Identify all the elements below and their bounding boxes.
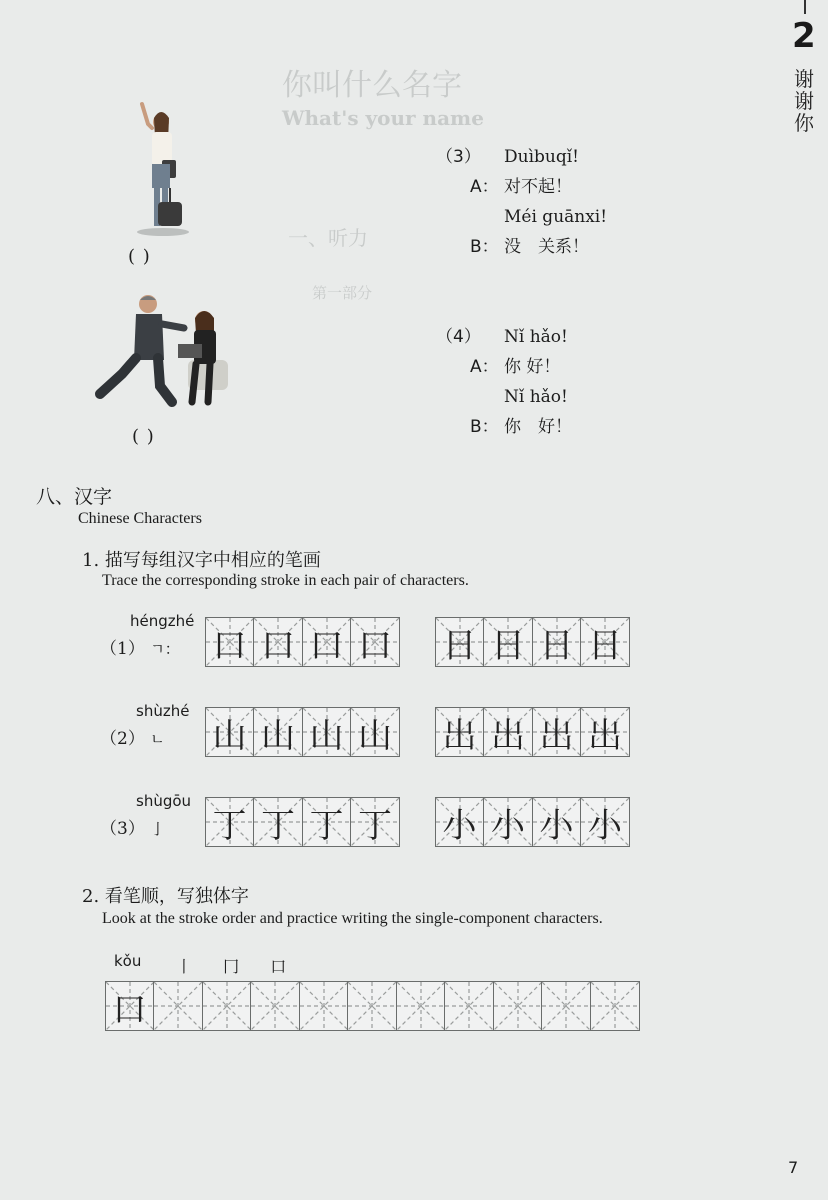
- trace-character: 日: [442, 625, 477, 666]
- dialogue-text: 没 关系！: [504, 237, 589, 257]
- trace-group: [206, 797, 400, 847]
- trace-character: 丁: [212, 805, 247, 846]
- task1-title-en: Trace the corresponding stroke in each pair of characters.: [102, 572, 469, 589]
- trace-cell[interactable]: [435, 797, 485, 847]
- section-title-en: Chinese Characters: [78, 510, 202, 527]
- waving-woman-image: [128, 98, 198, 238]
- trace-character: 丁: [358, 805, 392, 846]
- cell-guide-lines: [203, 982, 251, 1030]
- page-number: 7: [788, 1158, 799, 1177]
- trace-cell[interactable]: [350, 707, 400, 757]
- trace-cell[interactable]: [302, 707, 352, 757]
- practice-cell[interactable]: [153, 981, 203, 1031]
- stroke-order: [176, 954, 286, 977]
- dialogue-line: [436, 382, 572, 412]
- ghost-subtitle: What's your name: [282, 106, 484, 130]
- trace-cell[interactable]: [483, 707, 533, 757]
- model-character-cell: [105, 981, 155, 1031]
- picture-a-answer[interactable]: ( ): [128, 246, 151, 267]
- stroke-glyph: ㄴ: [150, 730, 165, 748]
- trace-group: [436, 797, 630, 847]
- dialogue-line: [436, 232, 607, 262]
- trace-character: 山: [358, 715, 392, 756]
- trace-cell[interactable]: [253, 617, 303, 667]
- ghost-listen: 一、听力: [288, 226, 368, 250]
- trace-character: 山: [309, 715, 344, 756]
- row-label: [100, 724, 165, 749]
- trace-character: 日: [588, 625, 622, 666]
- chapter-tab: [780, 0, 828, 140]
- trace-group: [436, 617, 630, 667]
- task2-title-en: Look at the stroke order and practice writing the single-component characters.: [102, 910, 603, 927]
- trace-character: 口: [309, 625, 344, 666]
- trace-cell[interactable]: [302, 797, 352, 847]
- practice-cell[interactable]: [396, 981, 446, 1031]
- section-title: 八、汉字: [36, 486, 113, 508]
- dialogue-line: [436, 412, 572, 442]
- cell-guide-lines: [251, 982, 299, 1030]
- cell-guide-lines: [494, 982, 542, 1030]
- trace-cell[interactable]: [483, 617, 533, 667]
- chapter-tab-rule: [804, 0, 806, 14]
- trace-character: 小: [539, 805, 574, 846]
- ghost-title: 你叫什么名字: [282, 68, 462, 103]
- cell-guide-lines: [397, 982, 445, 1030]
- trace-group: [436, 707, 630, 757]
- stroke-glyph: 亅: [150, 820, 166, 838]
- trace-character: 出: [491, 715, 525, 756]
- trace-cell[interactable]: [532, 797, 582, 847]
- row-label: [100, 814, 165, 839]
- speaker-label: A：: [470, 177, 499, 197]
- task2-title: 2. 看笔顺，写独体字: [82, 886, 249, 907]
- row-number: （1）: [100, 639, 145, 659]
- trace-cell[interactable]: [483, 797, 533, 847]
- stroke-pinyin: shùzhé: [136, 702, 190, 720]
- trace-cell[interactable]: [302, 617, 352, 667]
- trace-cell[interactable]: [435, 617, 485, 667]
- dialogue-text: 你 好！: [504, 357, 561, 377]
- cell-guide-lines: [348, 982, 396, 1030]
- trace-cell[interactable]: [532, 617, 582, 667]
- ghost-part: 第一部分: [312, 284, 373, 302]
- dialogue-line: [436, 322, 572, 352]
- trace-cell[interactable]: [580, 617, 630, 667]
- stroke-glyph: ㄱ：: [150, 640, 180, 658]
- practice-cell[interactable]: [541, 981, 591, 1031]
- trace-cell[interactable]: [580, 707, 630, 757]
- trace-cell[interactable]: [435, 707, 485, 757]
- trace-cell[interactable]: [580, 797, 630, 847]
- cell-guide-lines: [445, 982, 493, 1030]
- row-label: [100, 634, 180, 659]
- model-character: 口: [112, 989, 147, 1030]
- trace-cell[interactable]: [532, 707, 582, 757]
- stroke-order-step: 口: [270, 957, 287, 976]
- trace-character: 日: [491, 625, 525, 666]
- chapter-title-char: 你: [794, 111, 814, 135]
- trace-character: 出: [442, 715, 477, 756]
- practice-cell[interactable]: [590, 981, 640, 1031]
- stroke-order-step: 丨: [176, 957, 193, 976]
- chapter-title: [794, 68, 814, 134]
- practice-grid: [106, 981, 640, 1031]
- dialogue-line: [436, 352, 572, 382]
- chapter-title-char: 谢: [794, 67, 814, 91]
- chapter-number: 2: [792, 16, 816, 56]
- stroke-pinyin: shùgōu: [136, 792, 192, 810]
- trace-character: 小: [588, 805, 622, 846]
- kneeling-man-image: [92, 290, 232, 410]
- dialogue-3: [436, 142, 607, 262]
- dialogue-text: Méi guānxi!: [504, 207, 608, 227]
- trace-cell[interactable]: [350, 617, 400, 667]
- speaker-label: B：: [470, 237, 499, 257]
- dialogue-text: Duìbuqǐ!: [504, 147, 579, 167]
- trace-character: 出: [539, 715, 574, 756]
- dialogue-text: 你 好！: [504, 417, 572, 437]
- speaker-label: A：: [470, 357, 499, 377]
- practice-cell[interactable]: [202, 981, 252, 1031]
- practice-cell[interactable]: [347, 981, 397, 1031]
- dialogue-4: [436, 322, 572, 442]
- trace-cell[interactable]: [253, 707, 303, 757]
- trace-character: 口: [212, 625, 247, 666]
- dialogue-line: [436, 172, 607, 202]
- speaker-label: B：: [470, 417, 499, 437]
- trace-character: 山: [261, 715, 295, 756]
- task1-title: 1. 描写每组汉字中相应的笔画: [82, 550, 321, 571]
- character-pinyin: kǒu: [114, 952, 142, 970]
- trace-group: [206, 617, 400, 667]
- trace-character: 出: [588, 715, 622, 756]
- cell-guide-lines: [154, 982, 202, 1030]
- dialogue-number: （4）: [436, 327, 481, 347]
- dialogue-line: [436, 202, 607, 232]
- stroke-order-step: 冂: [223, 957, 240, 976]
- chapter-title-char: 谢: [794, 89, 814, 113]
- practice-cell[interactable]: [493, 981, 543, 1031]
- practice-cell[interactable]: [444, 981, 494, 1031]
- dialogue-text: Nǐ hǎo!: [504, 387, 568, 407]
- trace-character: 口: [261, 625, 295, 666]
- dialogue-line: [436, 142, 607, 172]
- trace-character: 小: [491, 805, 525, 846]
- trace-character: 丁: [261, 805, 295, 846]
- trace-cell[interactable]: [350, 797, 400, 847]
- trace-character: 小: [442, 805, 477, 846]
- picture-b-answer[interactable]: ( ): [132, 426, 155, 447]
- trace-cell[interactable]: [205, 617, 255, 667]
- practice-cell[interactable]: [250, 981, 300, 1031]
- cell-guide-lines: [591, 982, 639, 1030]
- dialogue-text: Nǐ hǎo!: [504, 327, 568, 347]
- trace-cell[interactable]: [253, 797, 303, 847]
- trace-character: 日: [539, 625, 574, 666]
- cell-guide-lines: [300, 982, 348, 1030]
- trace-character: 口: [358, 625, 392, 666]
- dialogue-text: 对不起！: [504, 177, 572, 197]
- practice-cell[interactable]: [299, 981, 349, 1031]
- cell-guide-lines: [542, 982, 590, 1030]
- trace-group: [206, 707, 400, 757]
- trace-character: 山: [212, 715, 247, 756]
- trace-cell[interactable]: [205, 707, 255, 757]
- row-number: （3）: [100, 819, 145, 839]
- stroke-pinyin: héngzhé: [130, 612, 195, 630]
- row-number: （2）: [100, 729, 145, 749]
- trace-character: 丁: [309, 805, 344, 846]
- dialogue-number: （3）: [436, 147, 481, 167]
- trace-cell[interactable]: [205, 797, 255, 847]
